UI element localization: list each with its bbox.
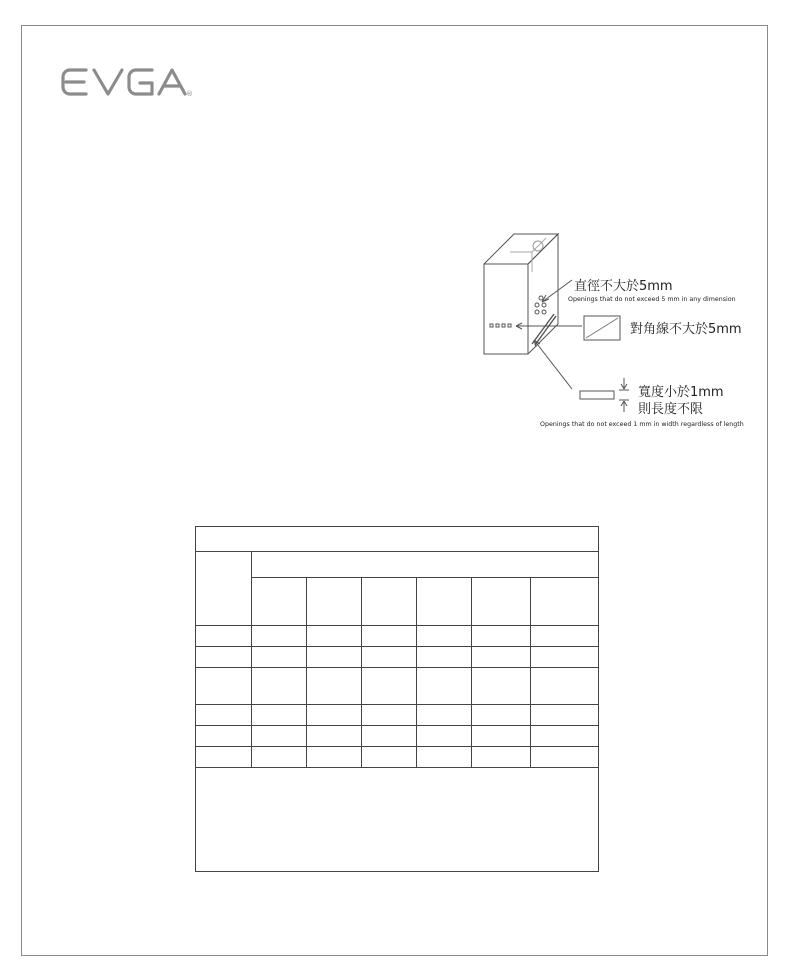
- spec-table: [195, 526, 599, 872]
- evga-logo: [60, 66, 192, 98]
- table-rule: [251, 577, 598, 578]
- table-rule: [196, 667, 598, 668]
- table-rule: [361, 577, 362, 767]
- diagonal-label-cn: 對角線不大於5mm: [630, 322, 742, 337]
- table-rule: [196, 704, 598, 705]
- width-label-en: Openings that do not exceed 1 mm in width regardless of length: [540, 421, 744, 428]
- table-rule: [196, 725, 598, 726]
- table-rule: [471, 577, 472, 767]
- table-rule: [530, 577, 531, 767]
- table-rule: [196, 767, 598, 768]
- diameter-label-cn: 直徑不大於5mm: [574, 279, 673, 294]
- registered-mark: ®: [186, 90, 193, 98]
- table-rule: [196, 625, 598, 626]
- width-label-cn-line1: 寬度小於1mm: [638, 385, 724, 400]
- table-rule: [196, 551, 598, 552]
- table-rule: [306, 577, 307, 767]
- table-rule: [251, 551, 252, 767]
- table-rule: [196, 646, 598, 647]
- table-rule: [416, 577, 417, 767]
- width-label-cn-line2: 則長度不限: [638, 402, 704, 417]
- diameter-label-en: Openings that do not exceed 5 mm in any dimension: [568, 296, 736, 303]
- table-rule: [196, 746, 598, 747]
- openings-diagram: [480, 232, 760, 438]
